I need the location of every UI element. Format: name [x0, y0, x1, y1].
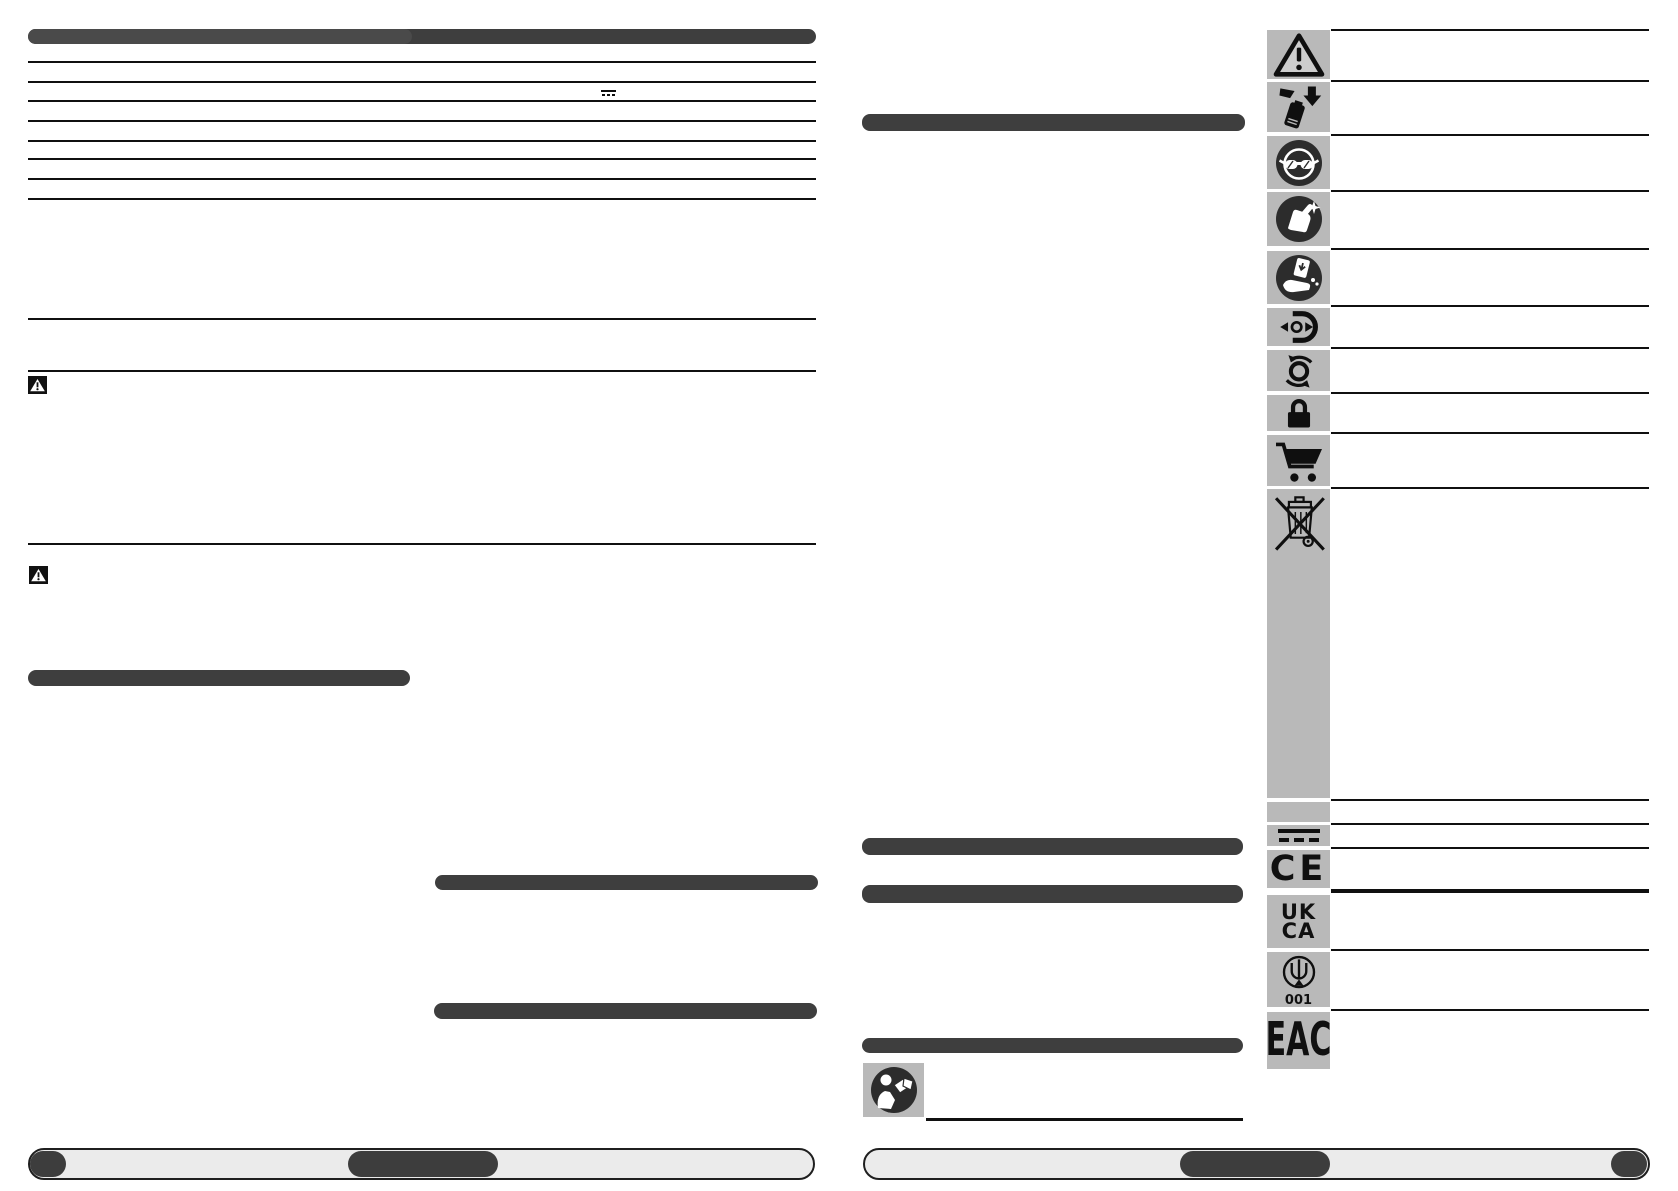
- ce-mark: [1267, 850, 1330, 888]
- symbol-rule: [1331, 190, 1649, 192]
- redacted-title-bar-left-segment: [28, 29, 412, 44]
- eac-mark: [1267, 1012, 1330, 1069]
- footer-segment-middle: [348, 1151, 498, 1177]
- general-warning-icon: [1267, 30, 1330, 79]
- clamping-range-icon: [1267, 308, 1330, 346]
- table-rule: [28, 178, 816, 180]
- redacted-section-heading: [28, 670, 410, 686]
- table-rule: [28, 100, 816, 102]
- paragraph-rule: [28, 370, 816, 372]
- table-rule: [28, 158, 816, 160]
- wear-eye-protection-icon: [1267, 136, 1330, 189]
- symbol-rule: [1331, 487, 1649, 489]
- symbol-rule: [1331, 949, 1649, 951]
- symbol-rule: [1331, 392, 1649, 394]
- symbol-rule: [1331, 134, 1649, 136]
- symbol-rule: [1331, 823, 1649, 825]
- read-manual-icon: [863, 1063, 924, 1117]
- symbol-rule: [1331, 799, 1649, 801]
- symbol-rule: [1331, 847, 1649, 849]
- warning-triangle-icon: [28, 376, 47, 394]
- lock-icon: [1267, 395, 1330, 431]
- symbol-rule-thick: [1331, 889, 1649, 893]
- wear-gloves-icon: [1267, 192, 1330, 246]
- remove-battery-icon: [1267, 82, 1330, 132]
- redacted-subsection-heading: [434, 1003, 817, 1019]
- table-rule: [28, 61, 816, 63]
- redacted-heading-bar: [862, 114, 1245, 131]
- table-rule: [28, 120, 816, 122]
- ukca-mark: [1267, 895, 1330, 948]
- symbol-rule: [1331, 29, 1649, 31]
- table-rule: [28, 81, 816, 83]
- symbol-rule: [1331, 347, 1649, 349]
- footer-segment-start: [30, 1151, 66, 1177]
- symbol-rule: [1331, 80, 1649, 82]
- redacted-subsection-heading: [435, 875, 818, 890]
- dc-voltage-icon: [601, 90, 616, 96]
- ce-mark-text: CE: [1269, 848, 1328, 889]
- warning-triangle-icon: [29, 566, 48, 584]
- symbol-spacer-cell: [1267, 802, 1330, 822]
- cut-hazard-icon: [1267, 251, 1330, 304]
- symbol-rule: [1331, 1009, 1649, 1011]
- read-manual-badge: [871, 1067, 917, 1113]
- footer-segment-middle: [1180, 1151, 1330, 1177]
- paragraph-rule: [28, 318, 816, 320]
- accessories-cart-icon: [1267, 435, 1330, 486]
- symbol-rule: [1331, 248, 1649, 250]
- dc-current-icon: [1267, 825, 1330, 846]
- table-rule: [28, 140, 816, 142]
- rotation-direction-icon: [1267, 350, 1330, 391]
- ukca-top-text: UK: [1280, 899, 1317, 924]
- redacted-heading-bar: [862, 885, 1243, 903]
- symbol-rule: [1331, 432, 1649, 434]
- table-rule: [28, 198, 816, 200]
- ua-conformity-mark: [1267, 952, 1330, 1007]
- ukca-bottom-text: CA: [1281, 918, 1316, 943]
- footer-segment-end: [1611, 1151, 1647, 1177]
- symbol-rule: [1331, 305, 1649, 307]
- weee-disposal-icon: [1267, 489, 1330, 798]
- redacted-heading-bar: [862, 1038, 1243, 1053]
- paragraph-rule: [28, 543, 816, 545]
- ua-mark-number: 001: [1284, 992, 1313, 1008]
- redacted-heading-bar: [862, 838, 1243, 855]
- signature-rule: [926, 1118, 1243, 1121]
- eac-mark-text: EAC: [1265, 1012, 1332, 1067]
